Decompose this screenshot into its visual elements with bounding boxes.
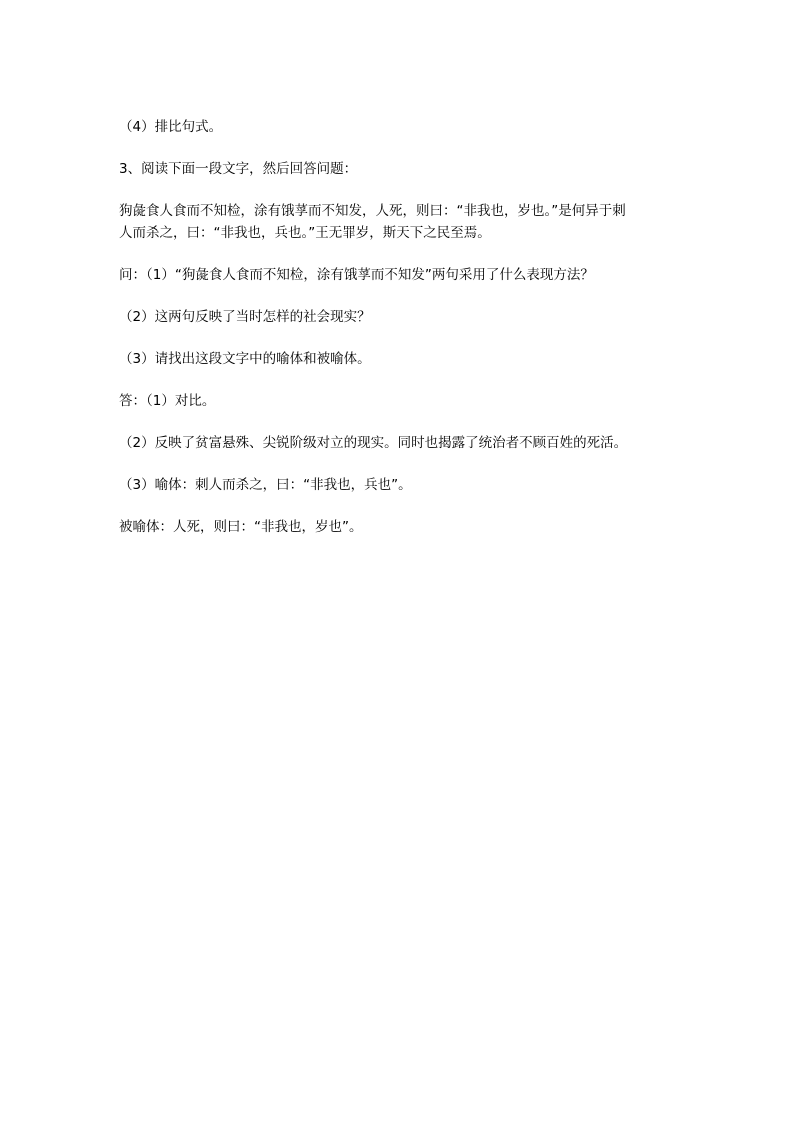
question-3: （3）请找出这段文字中的喻体和被喻体。 xyxy=(119,351,371,367)
answer-2: （2）反映了贫富悬殊、尖锐阶级对立的现实。同时也揭露了统治者不顾百姓的死活。 xyxy=(119,435,628,451)
answer-item-4: （4）排比句式。 xyxy=(119,119,223,135)
classical-passage: 狗彘食人食而不知检，涂有饿莩而不知发，人死，则曰：“非我也，岁也。”是何异于刺人而杀之，曰：“非我也，兵也。”王无罪岁，斯天下之民至焉。 xyxy=(119,203,626,241)
document-body xyxy=(119,116,639,558)
question-3-heading: 3、阅读下面一段文字，然后回答问题： xyxy=(119,161,358,177)
question-1: 问：（1）“狗彘食人食而不知检，涂有饿莩而不知发”两句采用了什么表现方法？ xyxy=(119,267,594,283)
answer-1: 答：（1）对比。 xyxy=(119,393,216,409)
answer-3-tenor: 被喻体：人死，则曰：“非我也，岁也”。 xyxy=(119,519,363,535)
question-2: （2）这两句反映了当时怎样的社会现实？ xyxy=(119,309,371,325)
answer-3-vehicle: （3）喻体：刺人而杀之，曰：“非我也，兵也”。 xyxy=(119,477,412,493)
